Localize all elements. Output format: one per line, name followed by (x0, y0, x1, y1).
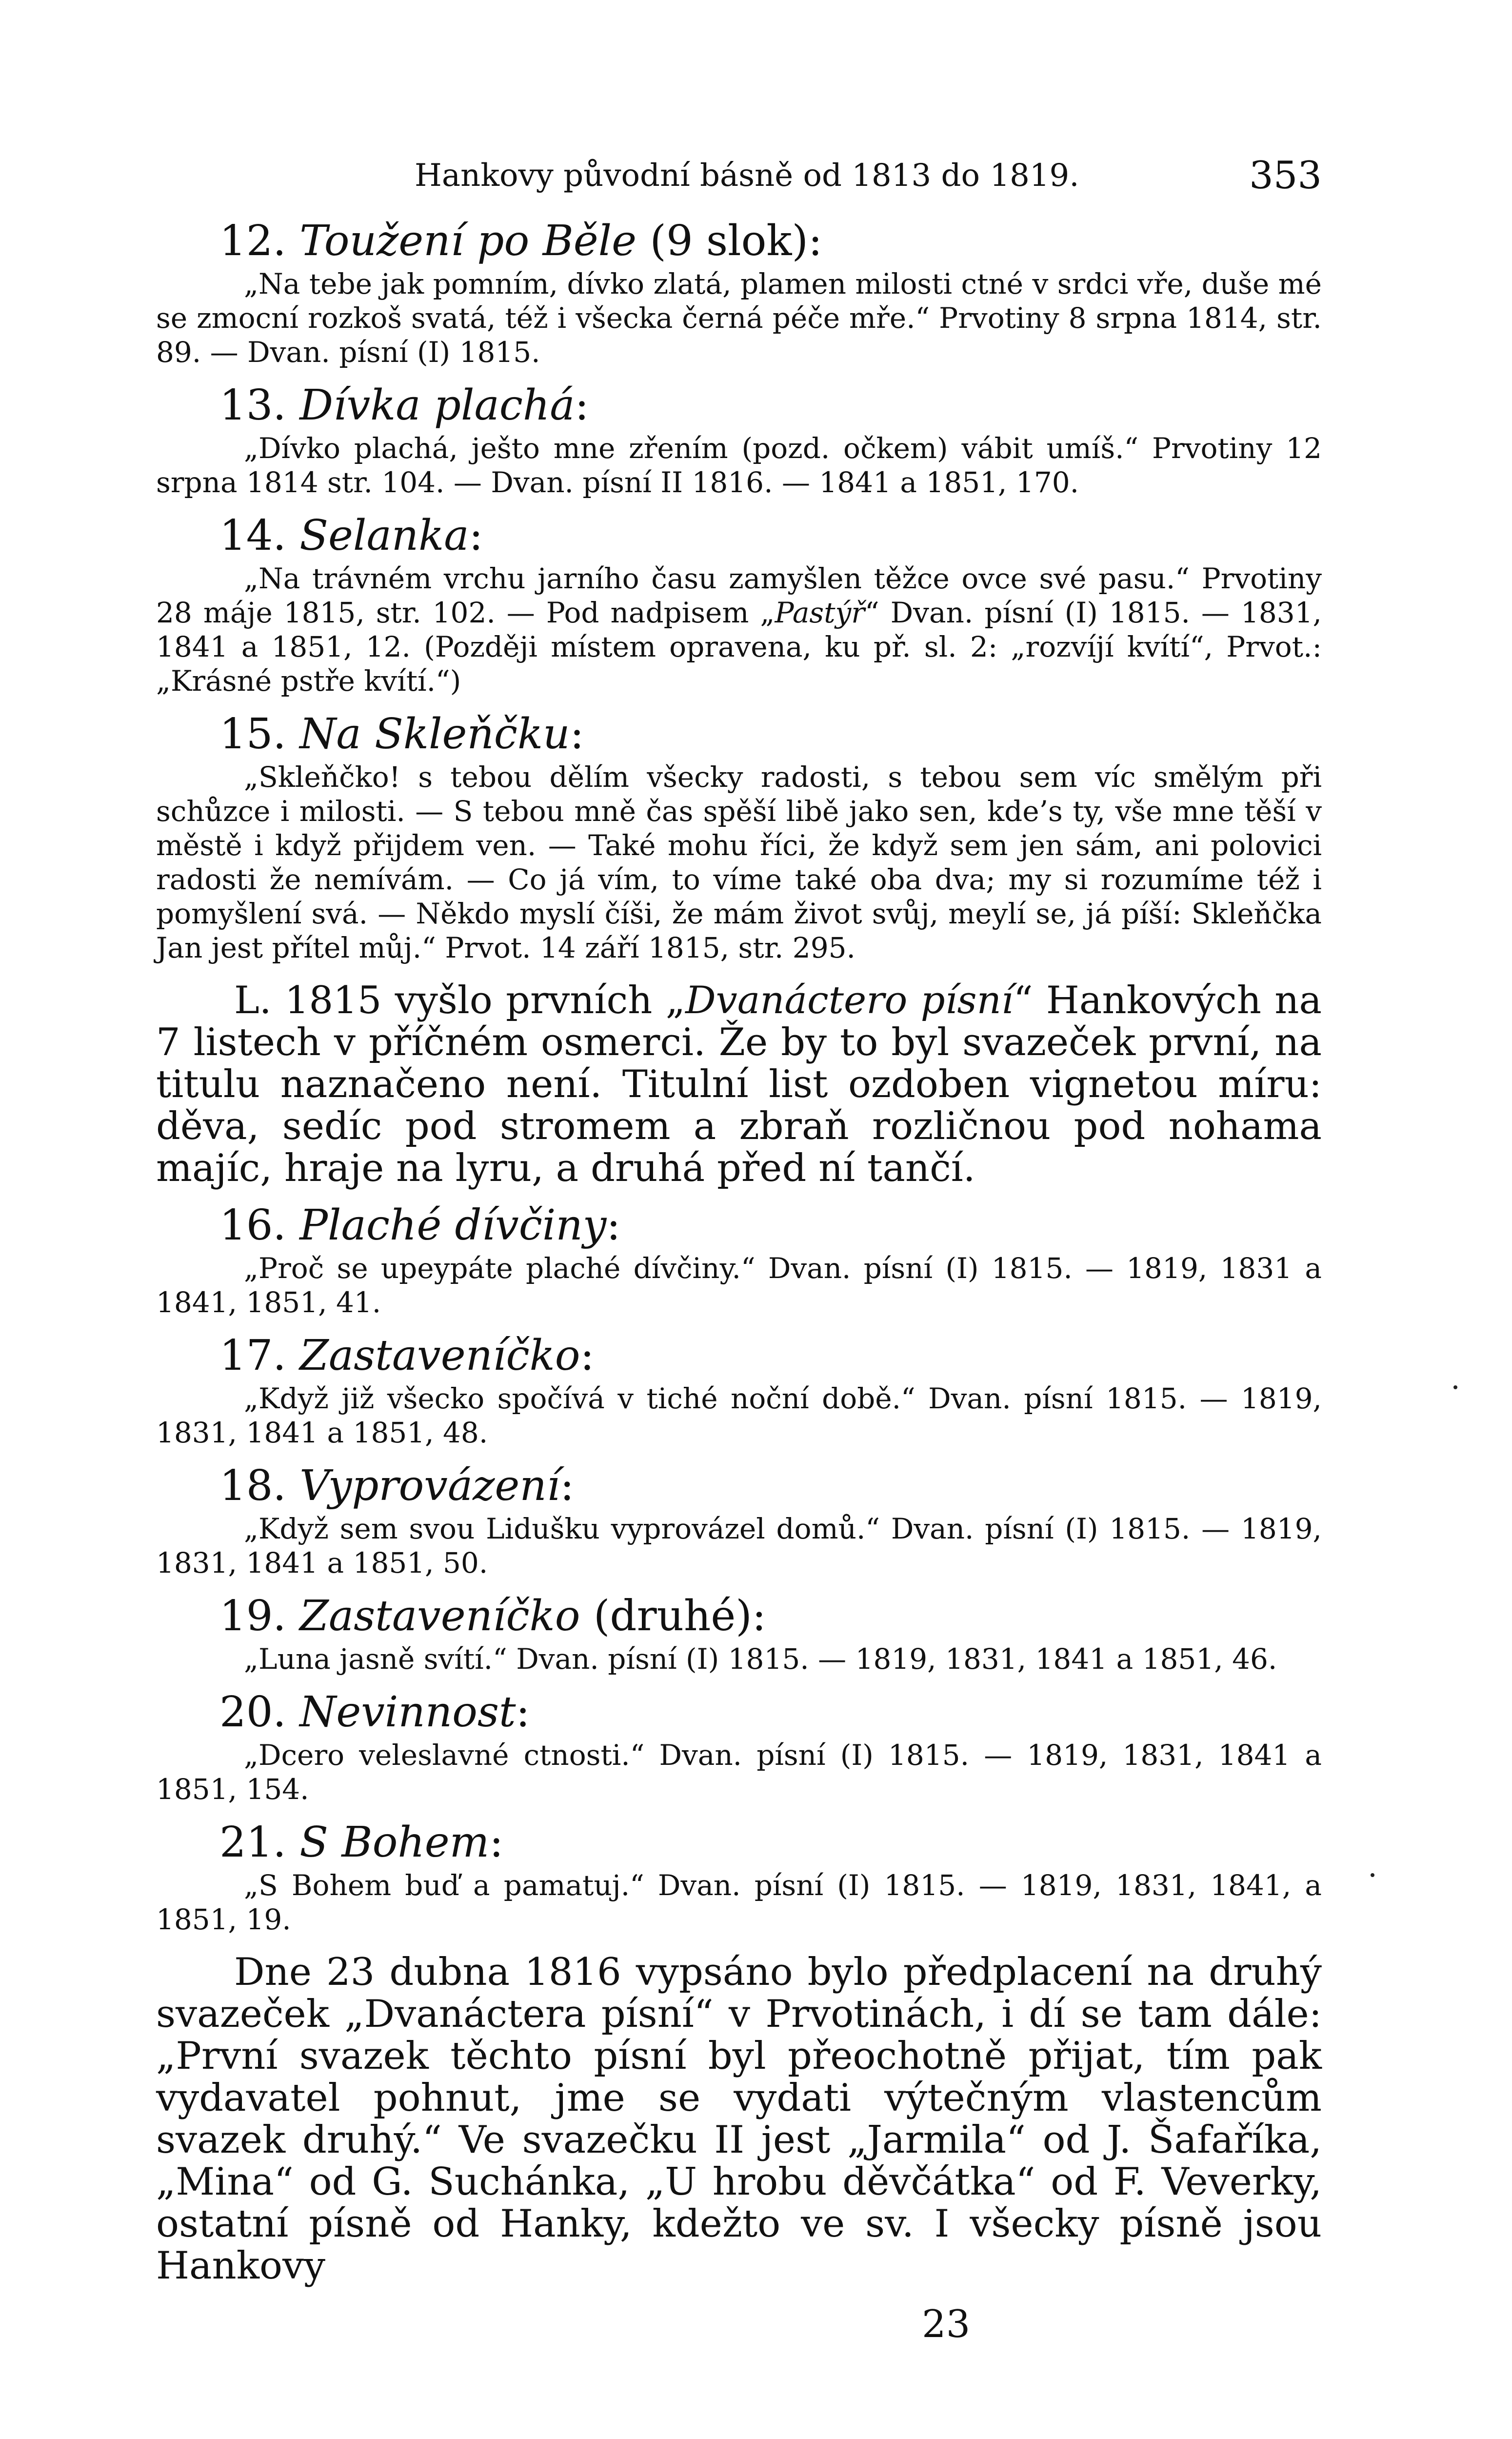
entry-title: Zastaveníčko (299, 1592, 580, 1640)
entry-heading (156, 510, 1322, 561)
entry-17 (156, 1330, 1322, 1450)
entry-body: „Proč se upeypáte plaché dívčiny.“ Dvan. písní (I) 1815. — 1819, 1831 a 1841, 1851, 41. (156, 1252, 1322, 1319)
print-speck (1453, 1385, 1457, 1389)
entry-suffix: : (575, 381, 589, 430)
entry-suffix: : (570, 710, 584, 759)
entry-heading (156, 216, 1322, 267)
entry-title: Toužení po Běle (299, 217, 637, 265)
entry-heading (156, 1330, 1322, 1381)
entry-suffix: : (580, 1331, 595, 1380)
paragraph-pre: L. 1815 vyšlo prvních „ (234, 979, 686, 1022)
entry-body: „Dívko plachá, ješto mne zřením (pozd. očkem) vábit umíš.“ Prvotiny 12 srpna 1814 str. 104. — Dvan. písní II 1816. — 1841 a 1851, 170. (156, 432, 1322, 499)
entry-12 (156, 216, 1322, 369)
page-number: 353 (1249, 154, 1322, 198)
entry-15 (156, 709, 1322, 965)
entry-suffix: (druhé): (580, 1592, 766, 1640)
paragraph-post: “ Hankových na 7 listech v příčném osmerci. Že by to byl svazeček první, na titulu naznačeno není. Titulní list ozdoben vignetou míru: děva, sedíc pod stromem a zbraň rozličnou pod nohama majíc, hraje na lyru, a druhá před ní tančí. (156, 979, 1322, 1190)
entry-20 (156, 1687, 1322, 1806)
entry-heading (156, 1591, 1322, 1642)
entry-body-post: “ Dvan. písní (I) 1815. — 1831, 1841 a 1851, 12. (Později místem opravena, ku př. sl. 2: „rozvíjí kvítí“, Prvot.: „Krásné pstře kvítí.“) (156, 596, 1322, 698)
entry-19 (156, 1591, 1322, 1676)
entry-body (156, 561, 1322, 698)
entry-body-italic: Pastýř (775, 596, 865, 629)
entry-body: „Skleňčko! s tebou dělím všecky radosti, s tebou sem víc smělým při schůzce i milosti. — S tebou mně čas spěší libě jako sen, kde’s ty, vše mne těší v městě i když přijdem ven. — Také mohu říci, že když sem jen sám, ani polovici radosti že nemívám. — Co já vím, to víme také oba dva; my si rozumíme též i pomyšlení svá. — Někdo myslí číši, že mám život svůj, meylí se, já píší: Skleňčka Jan jest přítel můj.“ Prvot. 14 září 1815, str. 295. (156, 760, 1322, 964)
page (156, 146, 1322, 2292)
paragraph-italic: Dvanáctero písní (685, 979, 1014, 1022)
entry-number: 18. (219, 1461, 286, 1510)
entry-number: 19. (219, 1592, 286, 1640)
entry-title: S Bohem (299, 1818, 490, 1867)
entry-title: Vyprovázení (299, 1461, 560, 1510)
entry-title: Nevinnost (299, 1688, 516, 1737)
entry-heading (156, 1200, 1322, 1251)
paragraph-dvanactero (156, 980, 1322, 1189)
entry-number: 14. (219, 511, 286, 560)
entry-body: „S Bohem buď a pamatuj.“ Dvan. písní (I) 1815. — 1819, 1831, 1841, a 1851, 19. (156, 1869, 1322, 1936)
entry-title: Dívka plachá (299, 381, 575, 430)
entry-number: 20. (219, 1688, 286, 1737)
entry-number: 13. (219, 381, 286, 430)
entry-suffix: : (516, 1688, 530, 1737)
entry-suffix: : (606, 1201, 621, 1250)
entry-heading (156, 1687, 1322, 1738)
entry-heading (156, 380, 1322, 431)
entry-heading (156, 1460, 1322, 1512)
entry-number: 16. (219, 1201, 286, 1250)
entry-suffix: : (469, 511, 483, 560)
entry-title: Plaché dívčiny (299, 1201, 607, 1250)
entry-heading (156, 709, 1322, 760)
running-title: Hankovy původní básně od 1813 do 1819. (415, 158, 1079, 194)
entry-21 (156, 1817, 1322, 1937)
entry-suffix: : (560, 1461, 575, 1510)
entry-18 (156, 1460, 1322, 1580)
entry-number: 21. (219, 1818, 286, 1867)
entry-body: „Dcero veleslavné ctnosti.“ Dvan. písní (I) 1815. — 1819, 1831, 1841 a 1851, 154. (156, 1739, 1322, 1806)
entry-body: „Luna jasně svítí.“ Dvan. písní (I) 1815. — 1819, 1831, 1841 a 1851, 46. (244, 1642, 1277, 1676)
running-head (156, 146, 1322, 205)
print-speck (1371, 1873, 1374, 1877)
paragraph-predplaceni: Dne 23 dubna 1816 vypsáno bylo předplacení na druhý svazeček „Dvanáctera písní“ v Prvotinách, i dí se tam dále: „První svazek těchto písní byl přeochotně přijat, tím pak vydavatel pohnut, jme se vydati výtečným vlastencům svazek druhý.“ Ve svazečku II jest „Jarmila“ od J. Šafaříka, „Mina“ od G. Suchánka, „U hrobu děvčátka“ od F. Veverky, ostatní písně od Hanky, kdežto ve sv. I všecky písně jsou Hankovy (156, 1950, 1322, 2288)
entry-heading (156, 1817, 1322, 1868)
entry-13 (156, 380, 1322, 500)
entry-body-pre: „Na trávném vrchu jarního času zamyšlen těžce ovce své pasu.“ Prvotiny 28 máje 1815, str. 102. — Pod nadpisem „ (156, 562, 1322, 629)
entry-number: 15. (219, 710, 286, 759)
entry-suffix: : (489, 1818, 504, 1867)
entry-14 (156, 510, 1322, 698)
entry-body: „Když sem svou Lidušku vyprovázel domů.“ Dvan. písní (I) 1815. — 1819, 1831, 1841 a 1851, 50. (156, 1512, 1322, 1579)
entry-number: 12. (219, 217, 286, 265)
entry-suffix: (9 slok): (637, 217, 823, 265)
entry-title: Na Skleňčku (299, 710, 570, 759)
entry-body: „Když již všecko spočívá v tiché noční době.“ Dvan. písní 1815. — 1819, 1831, 1841 a 1851, 48. (156, 1382, 1322, 1449)
entry-title: Selanka (299, 511, 469, 560)
entry-16 (156, 1200, 1322, 1319)
entry-title: Zastaveníčko (299, 1331, 580, 1380)
entry-body: „Na tebe jak pomním, dívko zlatá, plamen milosti ctné v srdci vře, duše mé se zmocní rozkoš svatá, též i všecka černá péče mře.“ Prvotiny 8 srpna 1814, str. 89. — Dvan. písní (I) 1815. (156, 267, 1322, 369)
entry-number: 17. (219, 1331, 286, 1380)
signature-mark: 23 (922, 2302, 971, 2346)
